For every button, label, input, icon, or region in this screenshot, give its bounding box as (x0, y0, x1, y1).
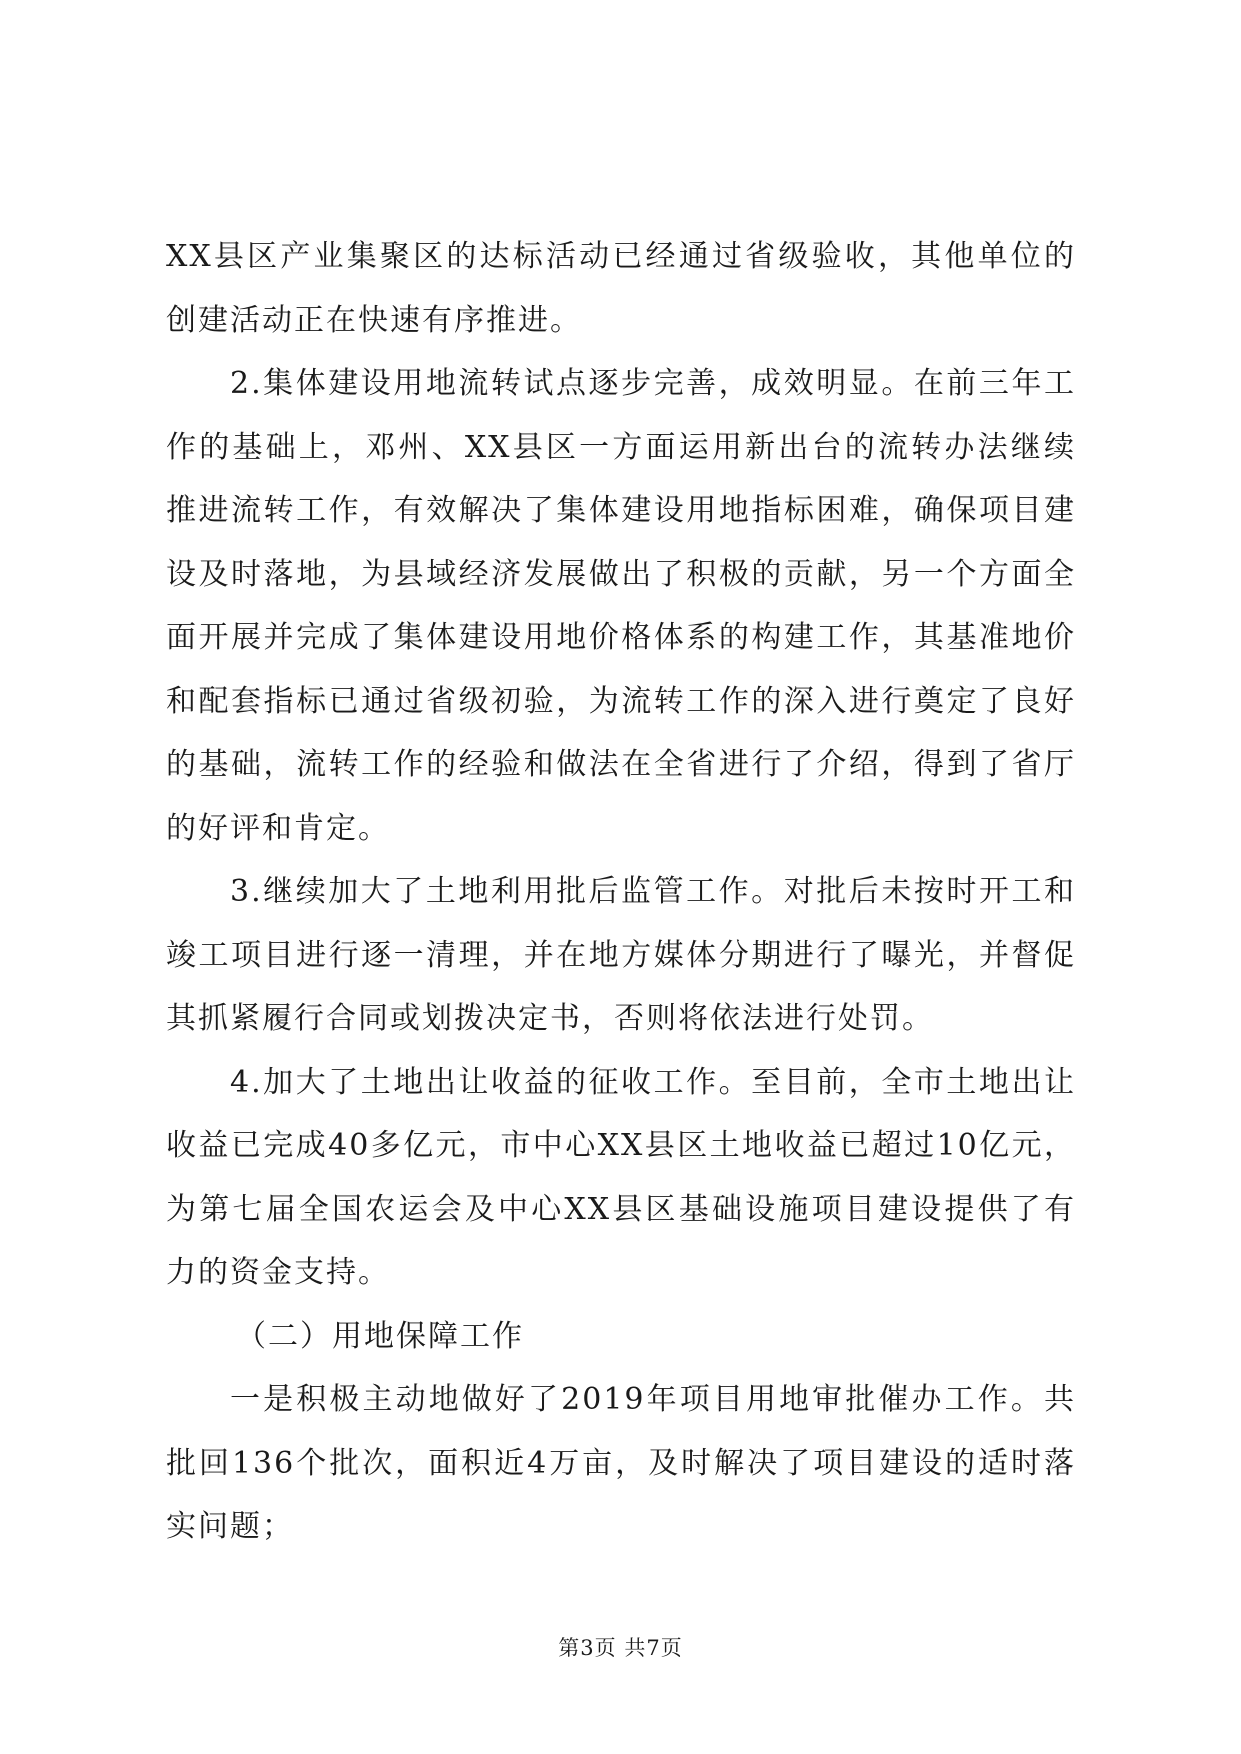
page-footer: 第3页 共7页 (558, 1636, 683, 1660)
paragraph-continuation: XX县区产业集聚区的达标活动已经通过省级验收，其他单位的创建活动正在快速有序推进。 (166, 239, 1076, 338)
paragraph-item-4: 4.加大了土地出让收益的征收工作。至目前，全市土地出让收益已完成40多亿元，市中心XX县区土地收益已超过10亿元，为第七届全国农运会及中心XX县区基础设施项目建设提供了有力的资金支持。 (166, 1064, 1076, 1290)
paragraph-item-2: 2.集体建设用地流转试点逐步完善，成效明显。在前三年工作的基础上，邓州、XX县区一方面运用新出台的流转办法继续推进流转工作，有效解决了集体建设用地指标困难，确保项目建设及时落地，为县域经济发展做出了积极的贡献，另一个方面全面开展并完成了集体建设用地价格体系的构建工作，其基准地价和配套指标已通过省级初验，为流转工作的深入进行奠定了良好的基础，流转工作的经验和做法在全省进行了介绍，得到了省厅的好评和肯定。 (166, 366, 1076, 846)
paragraph-item-3: 3.继续加大了土地利用批后监管工作。对批后未按时开工和竣工项目进行逐一清理，并在地方媒体分期进行了曝光，并督促其抓紧履行合同或划拨决定书，否则将依法进行处罚。 (166, 874, 1076, 1036)
section-subheading: （二）用地保障工作 (236, 1318, 524, 1354)
paragraph-land-approval: 一是积极主动地做好了2019年项目用地审批催办工作。共批回136个批次，面积近4万亩，及时解决了项目建设的适时落实问题； (166, 1382, 1076, 1544)
document-body (166, 225, 1076, 1559)
